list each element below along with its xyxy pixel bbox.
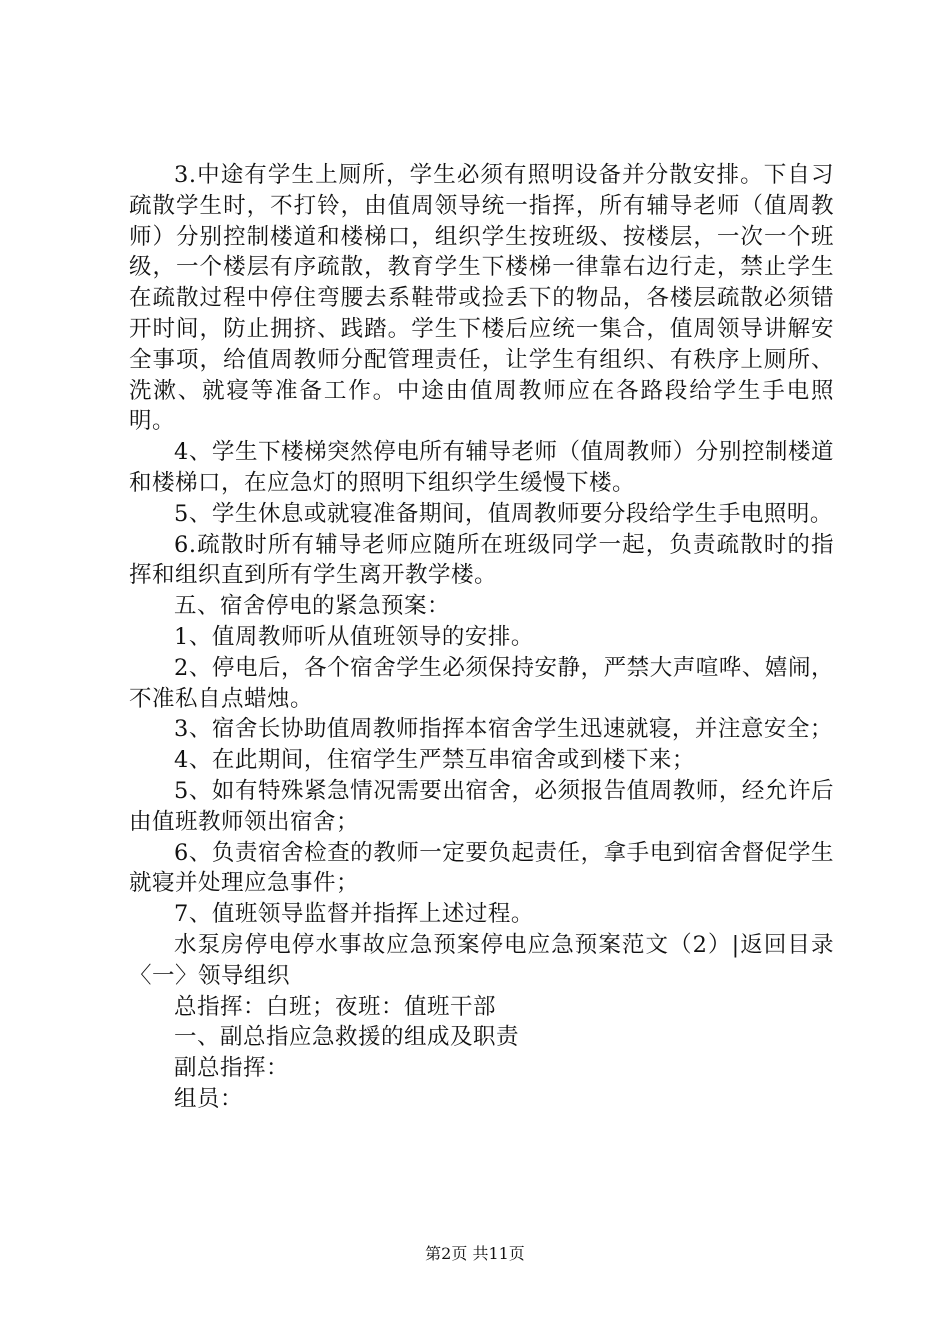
paragraph-15: 一、副总指应急救援的组成及职责 <box>174 1024 520 1051</box>
paragraph-7: 2、停电后，各个宿舍学生必须保持安静，严禁大声喧哗、嬉闹，不准私自点蜡烛。 <box>129 654 834 712</box>
paragraph-1: 3.中途有学生上厕所，学生必须有照明设备并分散安排。下自习疏散学生时，不打铃，由值周领导统一指挥，所有辅导老师（值周教师）分别控制楼道和楼梯口，组织学生按班级、按楼层，一次一个班级，一个楼层有序疏散，教育学生下楼梯一律靠右边行走，禁止学生在疏散过程中停住弯腰去系鞋带或捡丢下的物品，各楼层疏散必须错开时间，防止拥挤、践踏。学生下楼后应统一集合，值周领导讲解安全事项，给值周教师分配管理责任，让学生有组织、有秩序上厕所、洗漱、就寝等准备工作。中途由值周教师应在各路段给学生手电照明。 <box>129 162 834 435</box>
paragraph-11: 6、负责宿舍检查的教师一定要负起责任，拿手电到宿舍督促学生就寝并处理应急事件； <box>129 839 834 897</box>
paragraph-4: 6.疏散时所有辅导老师应随所在班级同学一起，负责疏散时的指挥和组织直到所有学生离开教学楼。 <box>129 531 834 589</box>
paragraph-2: 4、学生下楼梯突然停电所有辅导老师（值周教师）分别控制楼道和楼梯口，在应急灯的照明下组织学生缓慢下楼。 <box>129 439 834 496</box>
paragraph-17: 组员： <box>174 1085 244 1112</box>
paragraph-9: 4、在此期间，住宿学生严禁互串宿舍或到楼下来； <box>174 747 695 774</box>
paragraph-12: 7、值班领导监督并指挥上述过程。 <box>174 901 534 928</box>
paragraph-3: 5、学生休息或就寝准备期间，值周教师要分段给学生手电照明。 <box>174 500 833 527</box>
section-title-pump-room: 水泵房停电停水事故应急预案停电应急预案范文（2）|返回目录〈一〉领导组织 <box>129 931 834 989</box>
paragraph-6: 1、值周教师听从值班领导的安排。 <box>174 623 534 650</box>
page-footer: 第2页 共11页 <box>425 1244 525 1263</box>
paragraph-14: 总指挥：白班；夜班：值班干部 <box>174 993 497 1020</box>
paragraph-16: 副总指挥： <box>174 1055 290 1082</box>
document-body <box>129 160 834 1115</box>
section-heading-dormitory: 五、宿舍停电的紧急预案： <box>174 593 451 620</box>
paragraph-10: 5、如有特殊紧急情况需要出宿舍，必须报告值周教师，经允许后由值班教师领出宿舍； <box>129 777 834 835</box>
paragraph-8: 3、宿舍长协助值周教师指挥本宿舍学生迅速就寝，并注意安全； <box>174 716 833 743</box>
